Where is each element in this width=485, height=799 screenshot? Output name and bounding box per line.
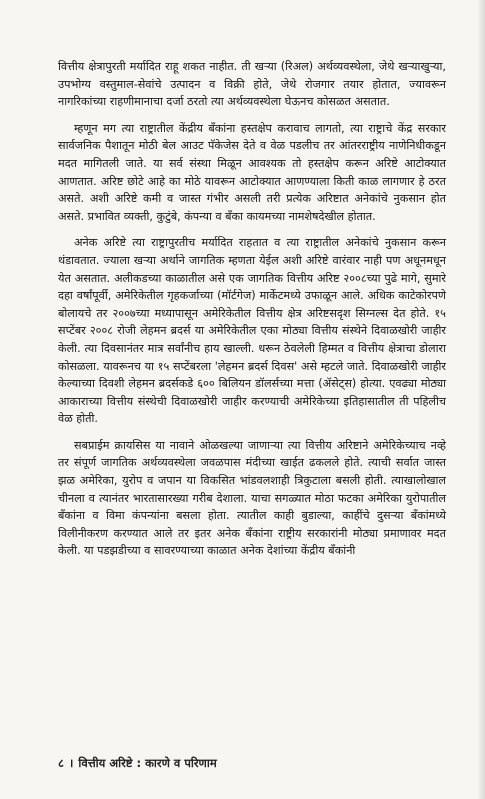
paragraph-3: अनेक अरिष्टे त्या राष्ट्रापुरतीच मर्यादित राहतात व त्या राष्ट्रातील अनेकांचे नुकसान करून थंडावतात. ज्याला खऱ्या अर्थाने जागतिक म्हणता येईल अशी अरिष्टे वारंवार नाही पण अधूनमधून येत असतात. अलीकडच्या काळातील असे एक जागतिक वित्तीय अरिष्ट २००८च्या पुढे मागे, सुमारे दहा वर्षांपूर्वी, अमेरिकेतील गृहकर्जाच्या (मॉर्टगेज) मार्केटमध्ये उफाळून आले. अधिक काटेकोरपणे बोलायचे तर २००७च्या मध्यापासून अमेरिकेतील वित्तीय क्षेत्र अरिष्टसदृश सिग्नल्स देत होते. १५ सप्टेंबर २००८ रोजी लेहमन ब्रदर्स या अमेरिकेतील एका मोठ्या वित्तीय संस्थेने दिवाळखोरी जाहीर केली. त्या दिवसानंतर मात्र सर्वांनीच हाय खाल्ली. धरून ठेवलेली हिम्मत व वित्तीय क्षेत्राचा डोलारा कोसळला. यावरूनच या १५ सप्टेंबरला 'लेहमन ब्रदर्स दिवस' असे म्हटले जाते. दिवाळखोरी जाहीर केल्याच्या दिवशी लेहमन ब्रदर्सकडे ६०० बिलियन डॉलर्सच्या मत्ता (ॲसेट्स) होत्या. एवढ्या मोठ्या आकाराच्या वित्तीय संस्थेची दिवाळखोरी जाहीर करण्याची अमेरिकेच्या इतिहासातील ती पहिलीच वेळ होती. — [58, 236, 446, 426]
paragraph-2: म्हणून मग त्या राष्ट्रातील केंद्रीय बँकांना हस्तक्षेप करावाच लागतो, त्या राष्ट्राचे केंद्र सरकार सार्वजनिक पैशातून मोठी बेल आउट पॅकेजेस देते व वेळ पडलीच तर आंतरराष्ट्रीय नाणेनिधीकडून मदत मागितली जाते. या सर्व संस्था मिळून आवश्यक तो हस्तक्षेप करून अरिष्टे आटोक्यात आणतात. अरिष्ट छोटे आहे का मोठे यावरून आटोक्यात आणण्याला किती काळ लागणार हे ठरत असते. अशी अरिष्टे कमी व जास्त गंभीर असली तरी प्रत्येक अरिष्टात अनेकांचे नुकसान होत असते. प्रभावित व्यक्ती, कुटुंबे, कंपन्या व बँका कायमच्या नामशेषदेखील होतात. — [58, 121, 446, 223]
page-edge-shadow — [477, 0, 485, 799]
book-title: वित्तीय अरिष्टे : कारणे व परिणाम — [78, 756, 217, 770]
page-number: ८ — [58, 756, 64, 770]
footer-separator: । — [68, 756, 74, 770]
paragraph-4: सबप्राईम क्रायसिस या नावाने ओळखल्या जाणाऱ्या त्या वित्तीय अरिष्टाने अमेरिकेच्याच नव्हे तर संपूर्ण जागतिक अर्थव्यवस्थेला जवळपास मंदीच्या खाईत ढकलले होते. त्याची सर्वात जास्त झळ अमेरिका, युरोप व जपान या विकसित भांडवलशाही त्रिकुटाला बसली होती. त्याखालोखाल चीनला व त्यानंतर भारतासारख्या गरीब देशाला. याचा सगळ्यात मोठा फटका अमेरिका युरोपातील बँकांना व विमा कंपन्यांना बसला होता. त्यातील काही बुडाल्या, काहींचे दुसऱ्या बँकांमध्ये विलीनीकरण करण्यात आले तर इतर अनेक बँकांना राष्ट्रीय सरकारांनी मोठ्या प्रमाणावर मदत केली. या पडझडीच्या व सावरण्याच्या काळात अनेक देशांच्या केंद्रीय बँकांनी — [58, 438, 446, 558]
page-body — [58, 58, 446, 758]
page-footer — [58, 756, 217, 771]
paragraph-1: वित्तीय क्षेत्रापुरती मर्यादित राहू शकत नाहीत. ती खऱ्या (रिअल) अर्थव्यवस्थेला, जेथे खऱ्याखुऱ्या, उपभोग्य वस्तुमाल-सेवांचे उत्पादन व विक्री होते, जेथे रोजगार तयार होतात, ज्यावरून नागरिकांच्या राहणीमानाचा दर्जा ठरतो त्या अर्थव्यवस्थेला घेऊनच कोसळत असतात. — [58, 60, 446, 109]
